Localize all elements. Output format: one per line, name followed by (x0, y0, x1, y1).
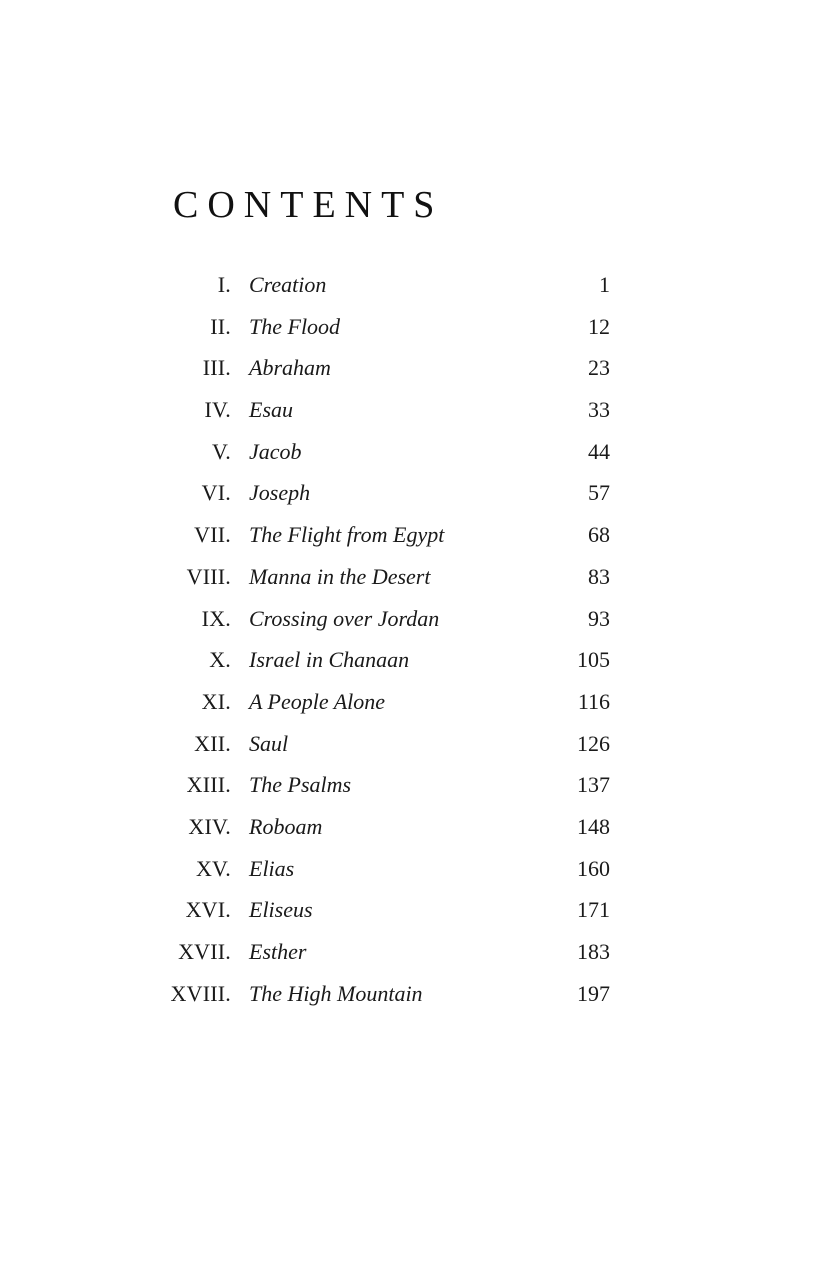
chapter-title: Jacob (249, 438, 302, 464)
chapter-number: XV. (195, 855, 231, 881)
chapter-title: A People Alone (249, 688, 386, 714)
toc-entry (0, 598, 825, 640)
toc-entry (0, 639, 825, 681)
page-number: 171 (577, 897, 610, 923)
chapter-number: X. (209, 647, 231, 673)
chapter-number: III. (202, 355, 231, 381)
toc-entry (0, 347, 825, 389)
chapter-number: XII. (194, 730, 231, 756)
chapter-number: XVII. (178, 939, 231, 964)
page-number: 183 (577, 939, 610, 964)
chapter-title: Crossing over Jordan (249, 605, 440, 631)
toc-entry (0, 848, 825, 890)
chapter-number: IV. (204, 397, 231, 423)
page-number: 126 (577, 730, 610, 756)
toc-entry (0, 306, 825, 348)
page-number: 57 (588, 480, 610, 506)
toc-entry (0, 472, 825, 514)
chapter-title: Joseph (249, 480, 311, 506)
toc-entry (0, 514, 825, 556)
toc-entry (0, 806, 825, 848)
chapter-title: Eliseus (249, 897, 313, 923)
page-number: 160 (577, 855, 610, 881)
chapter-number: XVIII. (170, 980, 231, 1006)
toc-entry (0, 973, 825, 1015)
page-number: 44 (588, 438, 610, 464)
chapter-title: Saul (249, 730, 289, 756)
toc-entry (0, 889, 825, 931)
chapter-title: Esther (249, 939, 307, 964)
chapter-number: XIII. (186, 772, 231, 798)
chapter-number: XIV. (188, 813, 231, 839)
chapter-number: XVI. (185, 897, 231, 923)
contents-heading: CONTENTS (173, 184, 444, 226)
chapter-title: Abraham (249, 355, 331, 381)
toc-entry (0, 431, 825, 473)
page-number: 33 (588, 397, 610, 423)
toc-entry (0, 556, 825, 598)
page-number: 105 (577, 647, 610, 673)
chapter-title: Elias (249, 855, 295, 881)
chapter-title: The High Mountain (249, 980, 423, 1006)
chapter-number: VII. (194, 522, 231, 548)
chapter-number: V. (212, 438, 231, 464)
toc-entry (0, 264, 825, 306)
chapter-title: Esau (249, 397, 293, 423)
page-number: 93 (588, 605, 610, 631)
page-number: 1 (599, 272, 610, 297)
chapter-title: The Flood (249, 313, 341, 339)
chapter-title: Creation (249, 272, 327, 297)
chapter-title: Manna in the Desert (249, 563, 431, 589)
chapter-title: The Psalms (249, 772, 352, 798)
chapter-number: VI. (201, 480, 231, 506)
toc-entry (0, 681, 825, 723)
toc-entry (0, 723, 825, 765)
page-number: 137 (577, 772, 610, 798)
page-number: 23 (588, 355, 610, 381)
page-number: 116 (577, 688, 610, 714)
page-number: 148 (577, 813, 610, 839)
chapter-number: VIII. (186, 563, 231, 589)
table-of-contents (0, 264, 825, 1014)
page-number: 197 (577, 980, 610, 1006)
page-number: 83 (588, 563, 610, 589)
chapter-title: The Flight from Egypt (249, 522, 445, 548)
chapter-number: I. (217, 272, 231, 297)
chapter-title: Israel in Chanaan (249, 647, 410, 673)
toc-entry (0, 764, 825, 806)
chapter-number: XI. (201, 688, 231, 714)
chapter-title: Roboam (249, 813, 323, 839)
chapter-number: IX. (201, 605, 231, 631)
chapter-number: II. (210, 313, 231, 339)
toc-entry (0, 931, 825, 973)
toc-entry (0, 389, 825, 431)
page-number: 12 (588, 313, 610, 339)
page-number: 68 (588, 522, 610, 548)
